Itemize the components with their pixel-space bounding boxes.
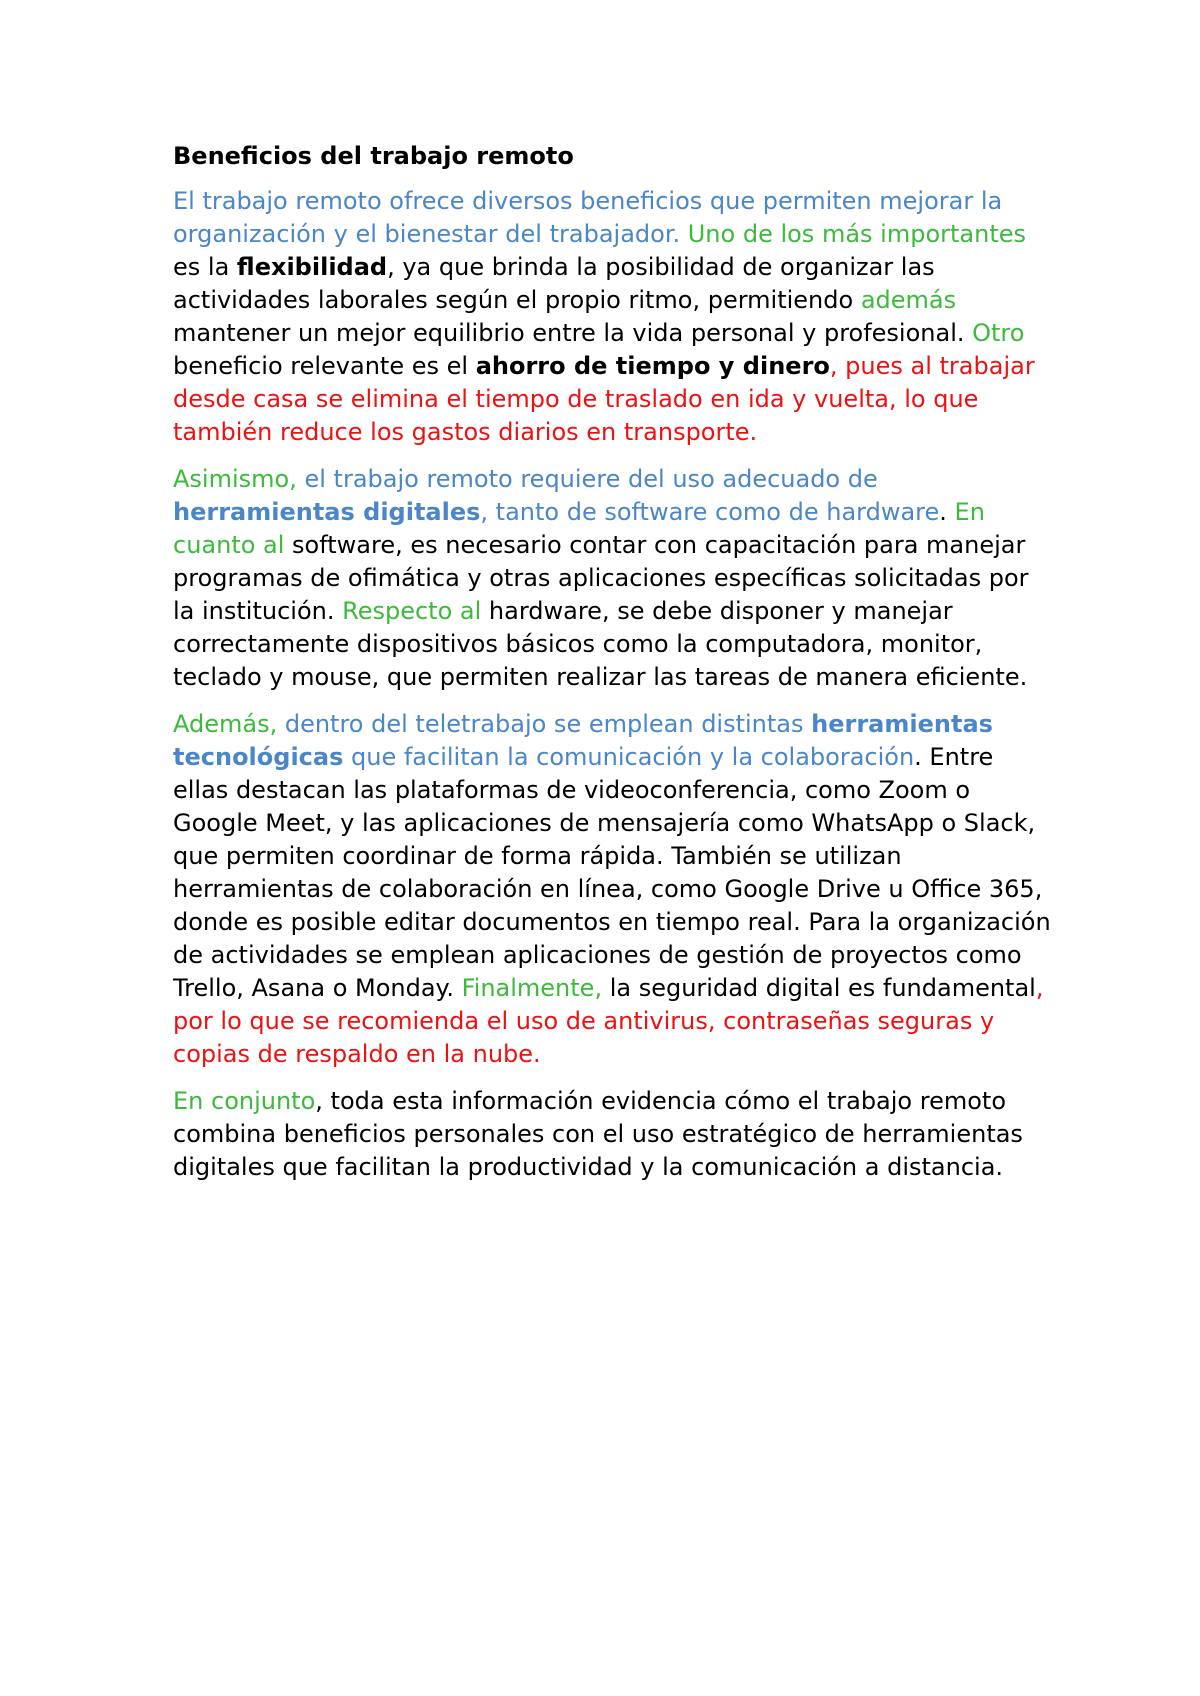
text-segment: , pues al trabajar desde casa se elimina el tiempo de traslado en ida y vuelta, lo que también reduce los gastos diarios en transporte. <box>173 352 1035 446</box>
text-segment: El trabajo remoto ofrece diversos beneficios que permiten mejorar la organización y el bienestar del trabajador. <box>173 187 1003 248</box>
text-segment: Respecto al <box>342 597 482 625</box>
text-segment: software, es necesario contar con capacitación para manejar programas de ofimática y otras aplicaciones específicas solicitadas por la institución. <box>173 531 1029 625</box>
text-segment: ahorro de tiempo y dinero <box>475 352 830 380</box>
text-segment: En cuanto al <box>173 498 985 559</box>
document-title: Beneficios del trabajo remoto <box>173 142 574 170</box>
text-segment: hardware, se debe disponer y manejar correctamente dispositivos básicos como la computadora, monitor, teclado y mouse, que permiten realizar las tareas de manera eficiente. <box>173 597 1028 691</box>
text-segment: además <box>860 286 957 314</box>
text-segment: . Entre ellas destacan las plataformas de videoconferencia, como Zoom o Google Meet, y las aplicaciones de mensajería como WhatsApp o Slack, que permiten coordinar de forma rápida. También se utilizan herramientas de colaboración en línea, como Google Drive u Office 365, donde es posible editar documentos en tiempo real. Para la organización de actividades se emplean aplicaciones de gestión de proyectos como Trello, Asana o Monday. <box>173 743 1051 1002</box>
paragraph-digital-tools <box>173 463 1053 694</box>
text-segment: . <box>939 498 955 526</box>
document-body <box>173 140 1053 1198</box>
text-segment: Asimismo, <box>173 465 297 493</box>
paragraph-conclusion <box>173 1085 1053 1184</box>
paragraph-benefits <box>173 185 1053 449</box>
text-segment: En conjunto <box>173 1087 316 1115</box>
text-segment: Otro <box>972 319 1025 347</box>
text-segment: Además, <box>173 710 278 738</box>
text-segment: , por lo que se recomienda el uso de antivirus, contraseñas seguras y copias de respaldo en la nube. <box>173 974 1044 1068</box>
text-segment: mantener un mejor equilibrio entre la vida personal y profesional. <box>173 319 973 347</box>
text-segment: herramientas tecnológicas <box>173 710 993 771</box>
text-segment: es la <box>173 253 237 281</box>
text-segment: el trabajo remoto requiere del uso adecuado de <box>296 465 878 493</box>
text-segment: herramientas digitales <box>173 498 481 526</box>
text-segment: beneficio relevante es el <box>173 352 476 380</box>
text-segment: flexibilidad <box>236 253 388 281</box>
text-segment: Finalmente, <box>461 974 603 1002</box>
text-segment: , tanto de software como de hardware <box>480 498 940 526</box>
text-segment: Uno de los más importantes <box>680 220 1026 248</box>
text-segment: , ya que brinda la posibilidad de organizar las actividades laborales según el propio ritmo, permitiendo <box>173 253 935 314</box>
text-segment: que facilitan la comunicación y la colaboración <box>343 743 915 771</box>
text-segment: la seguridad digital es fundamental <box>602 974 1036 1002</box>
text-segment: , toda esta información evidencia cómo el trabajo remoto combina beneficios personales con el uso estratégico de herramientas digitales que facilitan la productividad y la comunicación a distancia. <box>173 1087 1023 1181</box>
paragraph-tech-tools <box>173 708 1053 1071</box>
text-segment: dentro del teletrabajo se emplean distintas <box>277 710 812 738</box>
